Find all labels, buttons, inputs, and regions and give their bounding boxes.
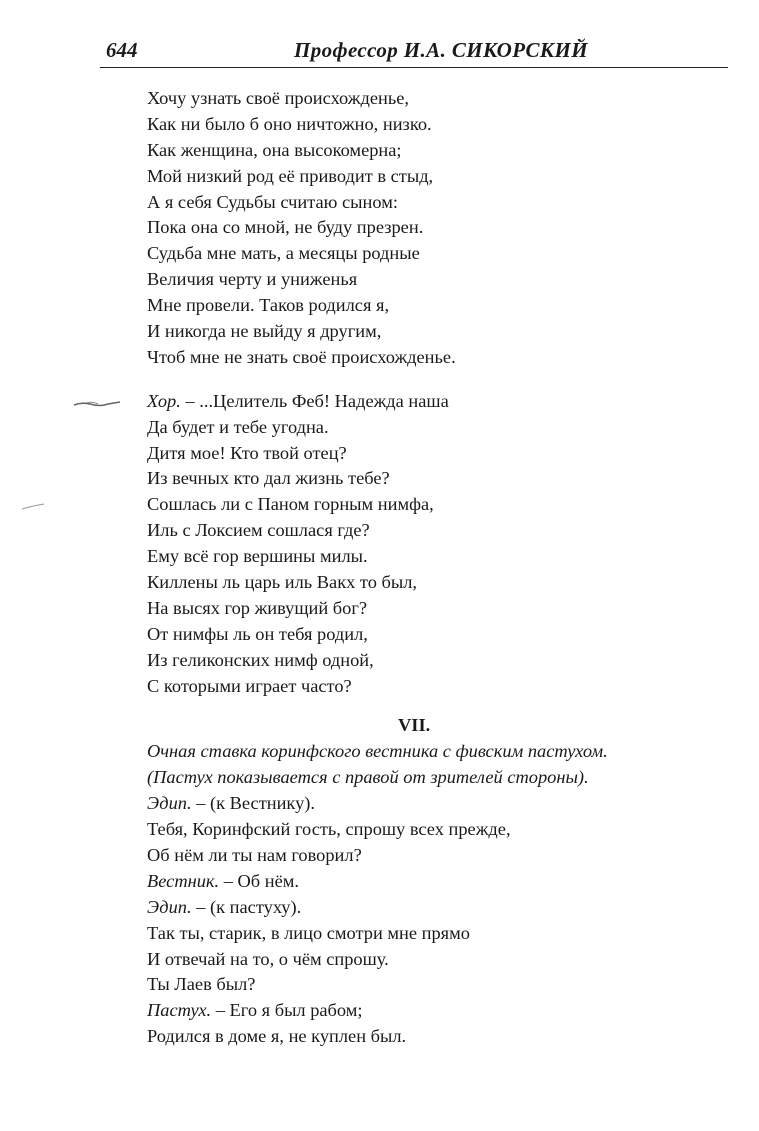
verse-line: Да будет и тебе угодна.: [147, 416, 329, 437]
page-header: [100, 38, 728, 68]
verse-line: На высях гор живущий бог?: [147, 597, 368, 618]
running-head: Профессор И.А. СИКОРСКИЙ: [294, 38, 588, 62]
verse-text: – Его я был рабом;: [211, 1000, 363, 1021]
verse-line: И никогда не выйду я другим,: [147, 321, 382, 342]
verse-line: Судьба мне мать, а месяцы родные: [147, 243, 420, 264]
speaker-name: Эдип.: [147, 896, 192, 917]
header-rule: [100, 67, 728, 68]
verse-line: Родился в доме я, не куплен был.: [147, 1026, 407, 1047]
verse-line: А я себя Судьбы считаю сыном:: [147, 191, 398, 212]
verse-line: Ты Лаев был?: [147, 974, 256, 995]
verse-line: Так ты, старик, в лицо смотри мне прямо: [147, 922, 470, 943]
verse-line: [147, 389, 737, 415]
speaker-name: Пастух.: [147, 1000, 212, 1021]
verse-text: – Об нём.: [219, 870, 299, 891]
stanza-chorus: [147, 389, 737, 700]
verse-line: Об нём ли ты нам говорил?: [147, 844, 362, 865]
speaker-name: Хор.: [147, 390, 181, 411]
verse-line: Величия черту и униженья: [147, 269, 358, 290]
verse-line: Мне провели. Таков родился я,: [147, 295, 390, 316]
verse-text: – (к Вестнику).: [191, 793, 316, 814]
margin-pencil-mark-small: [20, 500, 46, 512]
verse-text: – ...Целитель Феб! Надежда наша: [180, 390, 449, 411]
verse-line: [147, 869, 737, 895]
stanza-oedipus: [147, 86, 737, 371]
verse-line: [147, 791, 737, 817]
verse-line: Киллены ль царь иль Вакх то был,: [147, 572, 418, 593]
verse-line: [147, 998, 737, 1024]
verse-line: Иль с Локсием сошлася где?: [147, 520, 370, 541]
verse-line: Пока она со мной, не буду презрен.: [147, 217, 424, 238]
verse-line: [147, 895, 737, 921]
verse-line: Сошлась ли с Паном горным нимфа,: [147, 494, 434, 515]
verse-line: Из вечных кто дал жизнь тебе?: [147, 468, 390, 489]
verse-line: Тебя, Коринфский гость, спрошу всех прежде,: [147, 819, 511, 840]
verse-line: Как женщина, она высокомерна;: [147, 139, 402, 160]
stanza-gap: [147, 371, 737, 389]
verse-line: С которыми играет часто?: [147, 675, 352, 696]
stage-direction: (Пастух показывается с правой от зрителей стороны).: [147, 767, 589, 788]
verse-line: Из геликонских нимф одной,: [147, 649, 374, 670]
verse-line: Хочу узнать своё происхожденье,: [147, 88, 410, 108]
section-number: VII.: [398, 715, 431, 736]
verse-line: И отвечай на то, о чём спрошу.: [147, 948, 389, 969]
verse-line: Мой низкий род её приводит в стыд,: [147, 165, 434, 186]
stage-direction: Очная ставка коринфского вестника с фивским пастухом.: [147, 741, 608, 762]
speaker-name: Эдип.: [147, 793, 192, 814]
verse-line: Чтоб мне не знать своё происхожденье.: [147, 346, 456, 367]
speaker-name: Вестник.: [147, 870, 220, 891]
verse-line: Как ни было б оно ничтожно, низко.: [147, 113, 432, 134]
page-body: [147, 86, 737, 1050]
verse-line: От нимфы ль он тебя родил,: [147, 623, 368, 644]
section-gap: [147, 699, 737, 713]
verse-text: – (к пастуху).: [191, 896, 302, 917]
verse-line: Ему всё гор вершины милы.: [147, 546, 368, 567]
verse-line: Дитя мое! Кто твой отец?: [147, 442, 347, 463]
page-number: 644: [106, 38, 138, 62]
margin-pencil-mark: [72, 398, 122, 410]
section-vii: [147, 713, 737, 1050]
